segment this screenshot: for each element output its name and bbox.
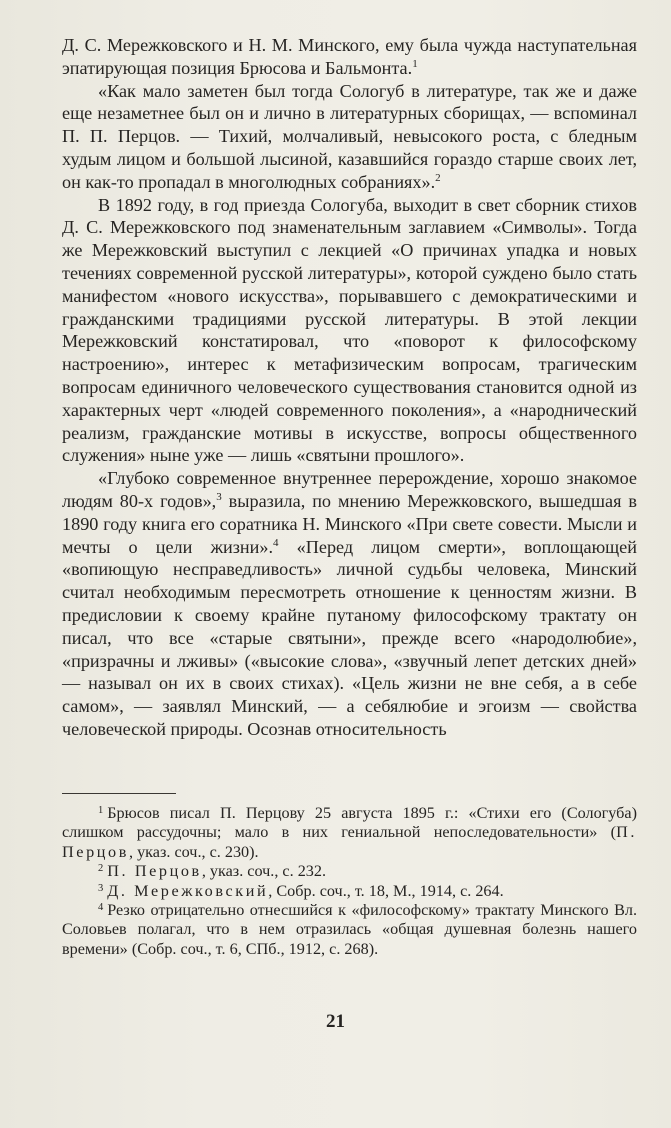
footnote-2-tail: , указ. соч., с. 232.: [201, 862, 327, 881]
paragraph-2: [62, 80, 637, 194]
paragraph-2-text: «Как мало заметен был тогда Сологуб в литературе, так же и даже еще незаметнее был он и лично в литературных сборищах, — вспоминал П. П. Перцов. — Тихий, молчаливый, невысокого роста, с бледным худым лицом и большой лысиной, казавшийся гораздо старше своих лет, он как-то пропадал в многолюдных собраниях».: [62, 80, 637, 192]
footnotes: [62, 804, 637, 959]
paragraph-3: В 1892 году, в год приезда Сологуба, выходит в свет сборник стихов Д. С. Мережковского под знаменательным заглавием «Символы». Тогда же Мережковский выступил с лекцией «О причинах упадка и новых течениях современной русской литературы», которой суждено было стать манифестом «нового искусства», порывавшего с демократическими и гражданскими традициями русской литературы. В этой лекции Мережковский констатировал, что «поворот к философскому настроению», интерес к метафизическим вопросам, трагическим вопросам единичного человеческого существования становится одной из характерных черт «людей современного поколения», а «народнический реализм, гражданские мотивы в искусстве, вопросы общественного служения» ныне уже — лишь «святыни прошлого».: [62, 194, 637, 466]
footnote-4-number: 4: [98, 902, 104, 914]
footnote-3-number: 3: [98, 882, 104, 894]
paragraph-4-text-c: «Перед лицом смерти», воплощающей «вопиющую несправедливость» личной судьбы человека, Минский считал необходимым пересмотреть отношение к ценностям жизни. В предисловии к своему крайне путаному философскому трактату он писал, что все «старые святыни», прежде всего «народолюбие», «призрачны и лживы» («высокие слова», «звучный лепет детских дней» — называл он их в своих стихах). «Цель жизни не вне себя, а в себе самом», — заявлял Минский, — а себялюбие и эгоизм — свойства человеческой природы. Осознав относительность: [62, 536, 637, 739]
footnote-3-author: Д. Мережковский: [107, 881, 269, 900]
footnote-1-text: Брюсов писал П. Перцову 25 августа 1895 г.: «Стихи его (Сологуба) слишком рассудочны; мало в них гениальной непоследовательности» (: [62, 804, 637, 842]
paragraph-4: [62, 467, 637, 741]
footnote-2: [62, 862, 637, 881]
footnote-ref-1: 1: [412, 57, 418, 70]
footnote-ref-2: 2: [435, 171, 441, 184]
paragraph-1-text: Д. С. Мережковского и Н. М. Минского, ему была чужда наступательная эпатирующая позиция Брюсова и Бальмонта.: [62, 35, 637, 78]
footnote-2-author: П. Перцов: [107, 862, 202, 881]
footnote-ref-4: 4: [273, 536, 279, 549]
footnote-1-tail: , указ. соч., с. 230).: [128, 842, 259, 861]
footnote-1-author: П. Перцов: [62, 823, 637, 861]
footnote-4-text: Резко отрицательно отнесшийся к «философскому» трактату Минского Вл. Соловьев полагал, что в нем отразилась «общая душевная болезнь нашего времени» (Собр. соч., т. 6, СПб., 1912, с. 268).: [62, 901, 637, 958]
page-number: 21: [326, 1011, 345, 1032]
footnote-4: [62, 901, 637, 959]
footnote-3: [62, 882, 637, 901]
main-text: [62, 34, 637, 741]
paragraph-1: [62, 34, 637, 80]
paragraph-4-text-a: «Глубоко современное внутреннее перерождение, хорошо знакомое людям 80-х годов»,: [62, 468, 637, 511]
footnote-divider: [62, 793, 176, 794]
paragraph-4-text-b: выразила, по мнению Мережковского, вышедшая в 1890 году книга его соратника Н. Минского «При свете совести. Мысли и мечты о цели жизни».: [62, 490, 637, 557]
footnote-1: [62, 804, 637, 862]
footnote-2-number: 2: [98, 863, 104, 875]
footnote-3-tail: , Собр. соч., т. 18, М., 1914, с. 264.: [268, 881, 504, 900]
footnote-ref-3: 3: [216, 490, 222, 503]
footnote-1-number: 1: [98, 805, 104, 816]
